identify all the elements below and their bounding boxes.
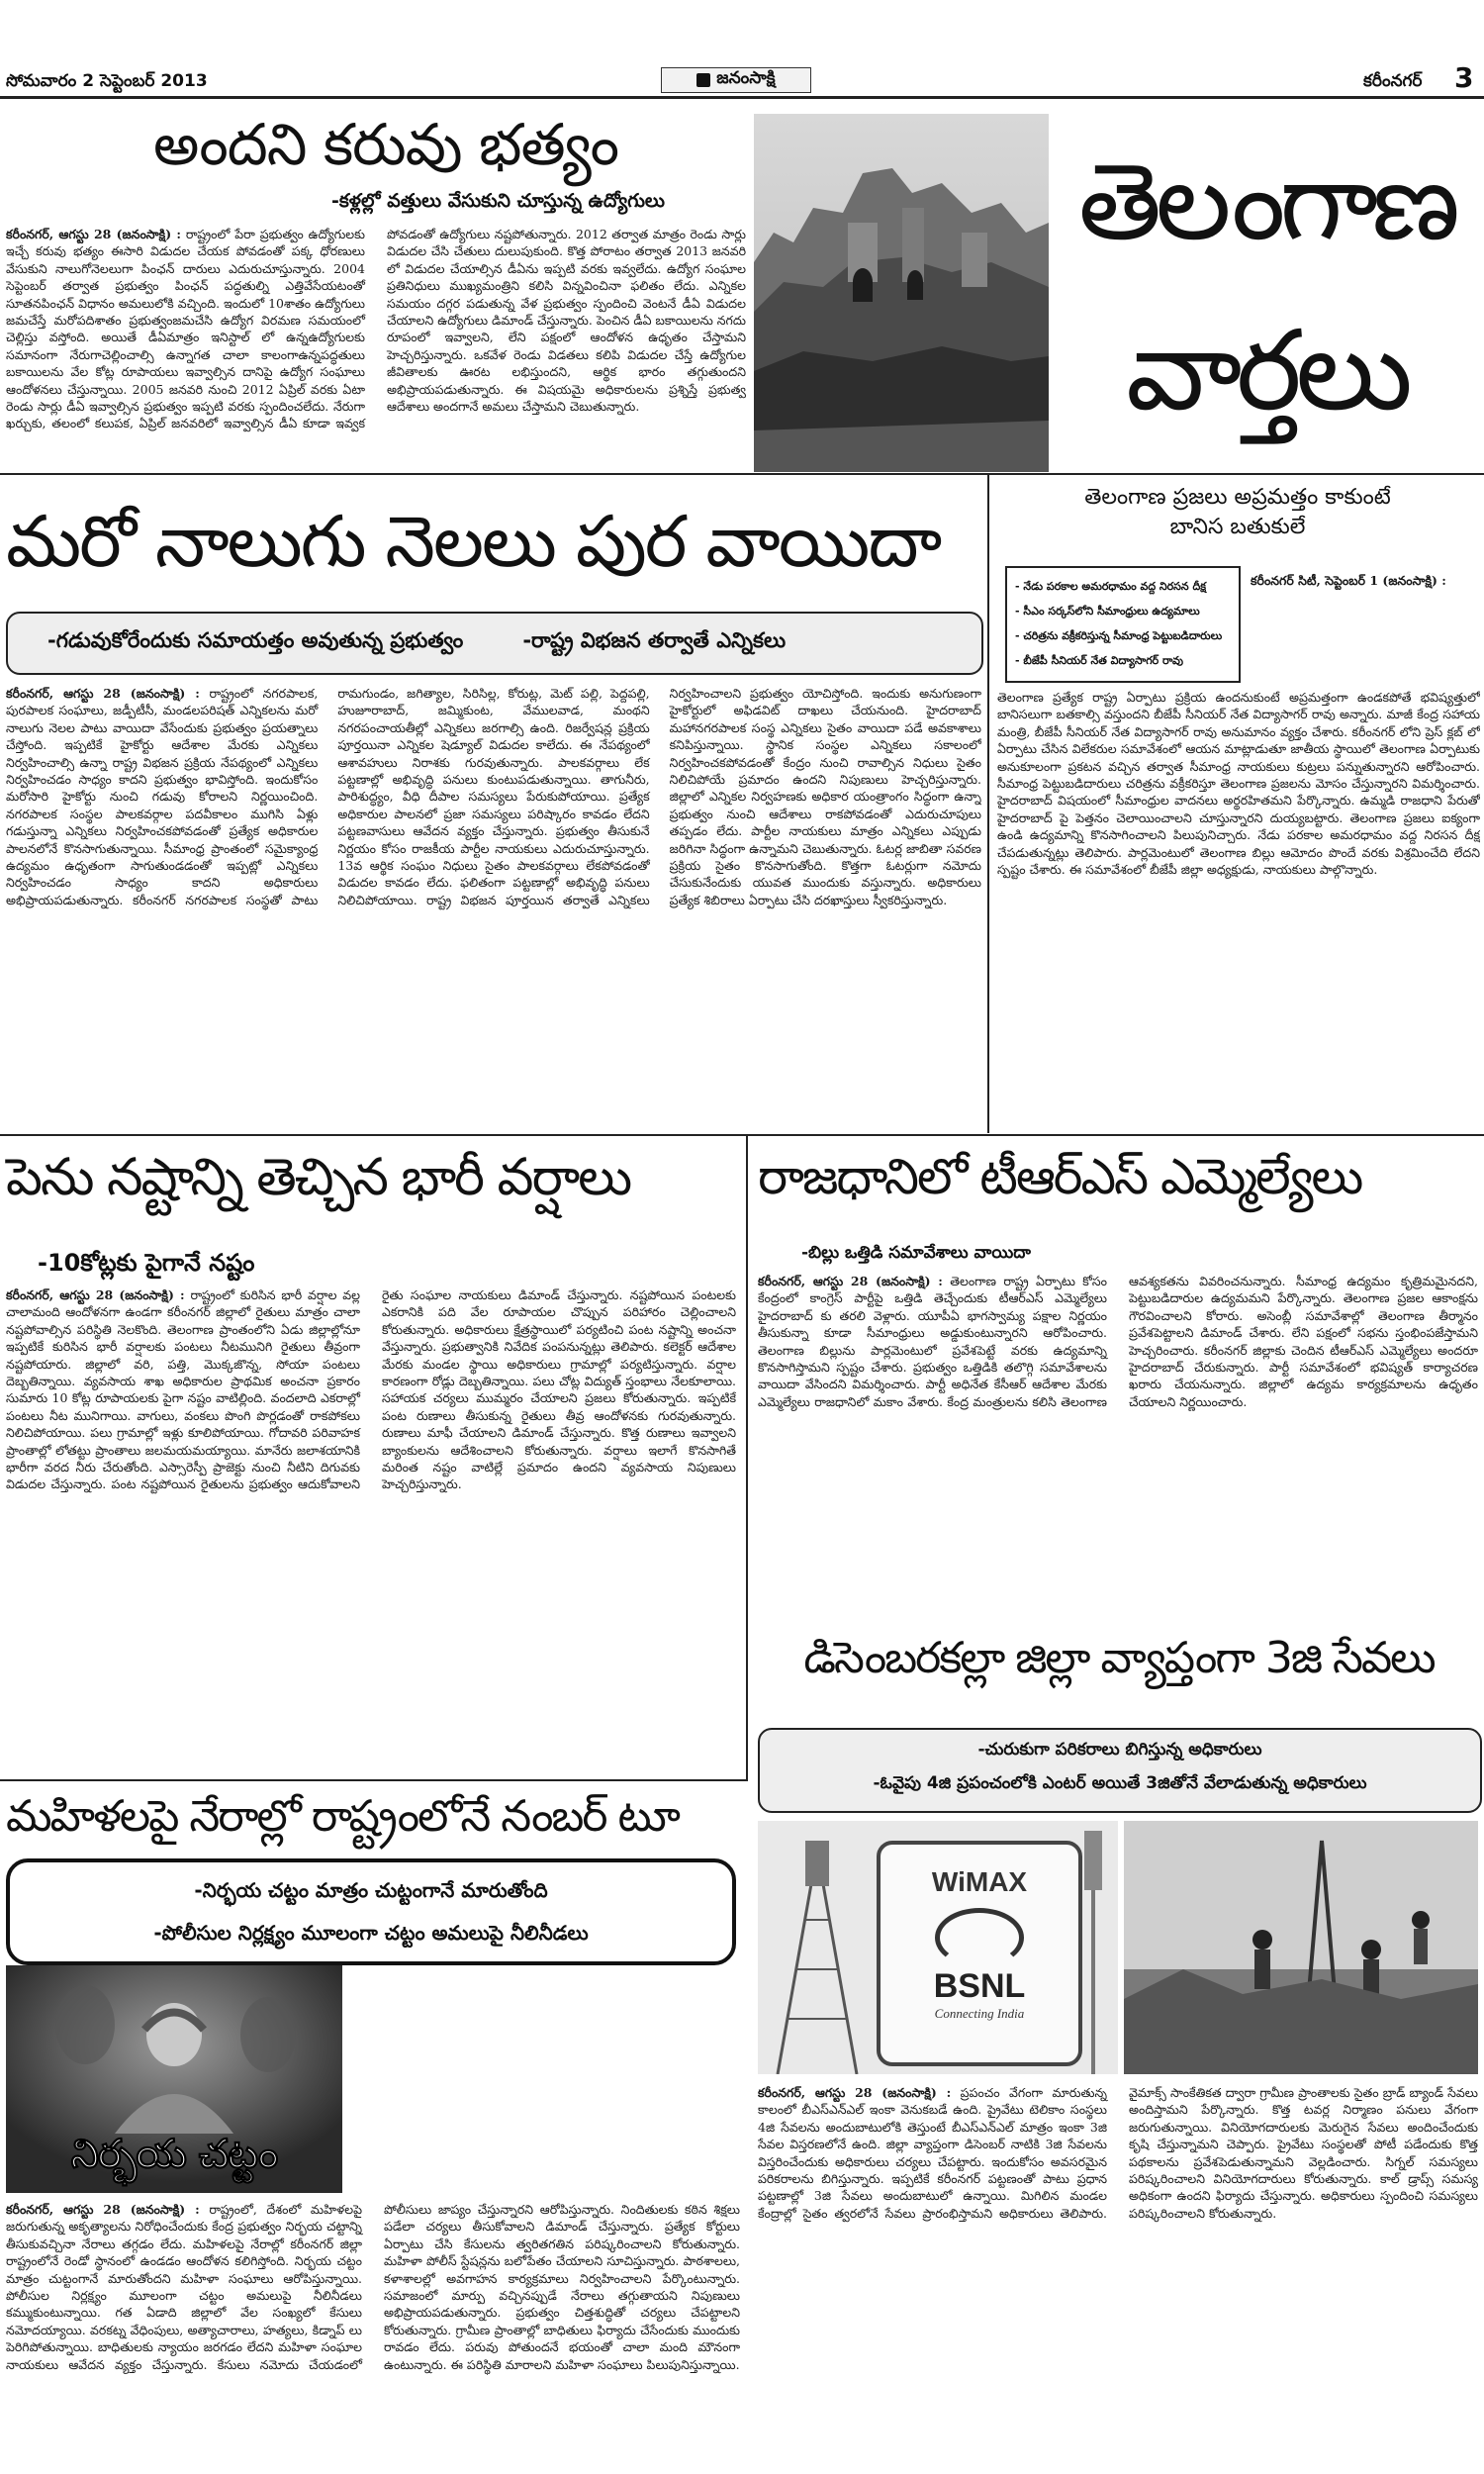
rule-below-top — [0, 473, 1484, 475]
a4-headline: పెను నష్టాన్ని తెచ్చిన భారీ వర్షాలు — [6, 1148, 631, 1207]
issue-date: సోమవారం 2 సెప్టెంబర్ 2013 — [6, 71, 208, 91]
nirbhaya-caption: నిర్భయ చట్టం — [70, 2132, 278, 2177]
a6-subhead-box — [758, 1728, 1482, 1813]
a7-text: రాష్ట్రంలో, దేశంలో మహిళలపై జరుగుతున్న అకృత్యాలను నిరోధించేందుకు కేంద్ర ప్రభుత్వం నిర్భయ చట్టాన్ని తీసుకువచ్చినా నేరాలు తగ్గడం లేదు. మహిళలపై నేరాల్లో కరీంనగర్ జిల్లా రాష్ట్రంలోనే రెండో స్థానంలో ఉండడం ఆందోళన కలిగిస్తోంది. నిర్భయ చట్టం మాత్రం చుట్టంగానే మారుతోందని మహిళా సంఘాలు ఆరోపిస్తున్నాయి. పోలీసుల నిర్లక్ష్యం మూలంగా చట్టం అమలుపై నీలినీడలు కమ్ముకుంటున్నాయి. గత ఏడాది జిల్లాలో వేల సంఖ్యలో కేసులు నమోదయ్యాయి. వరకట్న వేధింపులు, అత్యాచారాలు, హత్యలు, కిడ్నాప్ లు పెరిగిపోతున్నాయి. బాధితులకు న్యాయం జరగడం లేదని మహిళా సంఘాల నాయకులు ఆవేదన వ్యక్తం చేస్తున్నారు. కేసులు నమోదు చేయడంలో పోలీసులు జాప్యం చేస్తున్నారని ఆరోపిస్తున్నారు. నిందితులకు కఠిన శిక్షలు పడేలా చర్యలు తీసుకోవాలని డిమాండ్ చేస్తున్నారు. ప్రత్యేక కోర్టులు ఏర్పాటు చేసి కేసులను త్వరితగతిన పరిష్కరించాలని కోరుతున్నారు. మహిళా పోలీస్ స్టేషన్లను బలోపేతం చేయాలని సూచిస్తున్నారు. పాఠశాలలు, కళాశాలల్లో అవగాహన కార్యక్రమాలు నిర్వహించాలని పేర్కొంటున్నారు. సమాజంలో మార్పు వచ్చినప్పుడే నేరాలు తగ్గుతాయని నిపుణులు అభిప్రాయపడుతున్నారు. ప్రభుత్వం చిత్తశుద్ధితో చర్యలు చేపట్టాలని కోరుతున్నారు. గ్రామీణ ప్రాంతాల్లో బాధితులు ఫిర్యాదు చేసేందుకు ముందుకు రావడం లేదు. పరువు పోతుందనే భయంతో చాలా మంది మౌనంగా ఉంటున్నారు. ఈ పరిస్థితి మారాలని మహిళా సంఘాలు పిలుపునిస్తున్నాయి. — [6, 2202, 740, 2372]
a7-body — [6, 2201, 740, 2468]
a1-headline: అందని కరువు భత్యం — [153, 111, 618, 178]
a1-body — [6, 226, 746, 463]
a4-text: రాష్ట్రంలో కురిసిన భారీ వర్షాల వల్ల చాలామంది ఆందోళనగా ఉండగా కరీంనగర్ జిల్లాలో రైతులు మాత్రం చాలా నష్టపోవాల్సిన పరిస్థితి నెలకొంది. తెలంగాణ ప్రాంతంలోని ఏడు జిల్లాల్లోనూ ఇప్పటికే కురిసిన భారీ వర్షాలకు పంటలు నీటమునిగి రైతులు తీవ్రంగా నష్టపోయారు. జిల్లాలో వరి, పత్తి, మొక్కజొన్న, సోయా పంటలు దెబ్బతిన్నాయి. వ్యవసాయ శాఖ అధికారుల ప్రాథమిక అంచనా ప్రకారం సుమారు 10 కోట్ల రూపాయలకు పైగా నష్టం వాటిల్లింది. వందలాది ఎకరాల్లో పంటలు నీట మునిగాయి. వాగులు, వంకలు పొంగి పొర్లడంతో రాకపోకలు నిలిచిపోయాయి. పలు గ్రామాల్లో ఇళ్లు కూలిపోయాయి. గోదావరి పరివాహక ప్రాంతాల్లో లోతట్టు ప్రాంతాలు జలమయమయ్యాయి. మానేరు జలాశయానికి భారీగా వరద నీరు చేరుతోంది. ఎస్సారెస్పీ ప్రాజెక్టు నుంచి నీటిని దిగువకు విడుదల చేస్తున్నారు. పంట నష్టపోయిన రైతులను ప్రభుత్వం ఆదుకోవాలని రైతు సంఘాల నాయకులు డిమాండ్ చేస్తున్నారు. నష్టపోయిన పంటలకు ఎకరానికి పది వేల రూపాయల చొప్పున పరిహారం చెల్లించాలని కోరుతున్నారు. అధికారులు క్షేత్రస్థాయిలో పర్యటించి పంట నష్టాన్ని అంచనా వేస్తున్నారు. ప్రభుత్వానికి నివేదిక పంపనున్నట్లు తెలిపారు. కలెక్టర్ ఆదేశాల మేరకు మండల స్థాయి అధికారులు గ్రామాల్లో పర్యటిస్తున్నారు. వర్షాల కారణంగా రోడ్లు దెబ్బతిన్నాయి. పలు చోట్ల విద్యుత్ స్తంభాలు నేలకూలాయి. సహాయక చర్యలు ముమ్మరం చేయాలని ప్రజలు కోరుతున్నారు. ఇప్పటికే పంట రుణాలు తీసుకున్న రైతులు తీవ్ర ఆందోళనకు గురవుతున్నారు. రుణాలు మాఫీ చేయాలని డిమాండ్ చేస్తున్నారు. కొత్త రుణాలు ఇవ్వాలని బ్యాంకులను ఆదేశించాలని కోరుతున్నారు. వర్షాలు ఇలాగే కొనసాగితే మరింత నష్టం వాటిల్లే ప్రమాదం ఉందని వ్యవసాయ నిపుణులు హెచ్చరిస్తున్నారు. — [6, 1287, 736, 1492]
a2-subhead-left: -గడువుకోరేందుకు సమాయత్తం అవుతున్న ప్రభుత్వం — [47, 628, 464, 652]
bsnl-logo-icon — [935, 1908, 1024, 1967]
masthead — [0, 0, 1484, 99]
a7-top-rule — [0, 1779, 748, 1781]
a1-subheadline: -కళ్లల్లో వత్తులు వేసుకుని చూస్తున్న ఉద్యోగులు — [331, 190, 665, 212]
a3-text: తెలంగాణ ప్రత్యేక రాష్ట్ర ఏర్పాటు ప్రక్రియ ఉందనుకుంటే అప్రమత్తంగా ఉండకపోతే భవిష్యత్తులో బానిసలుగా బతకాల్సి వస్తుందని బీజేపీ సీనియర్ నేత విద్యాసాగర్ రావు అన్నారు. మాజీ కేంద్ర సహాయ మంత్రి, బీజేపీ సీనియర్ నేత విద్యాసాగర్ రావు అనుమానం వ్యక్తం చేశారు. కరీంనగర్ లోని ప్రెస్ క్లబ్ లో ఏర్పాటు చేసిన విలేకరుల సమావేశంలో ఆయన మాట్లాడుతూ జాతీయ స్థాయిలో తెలంగాణ ఏర్పాటుకు అనుకూలంగా ప్రకటన వచ్చిన తర్వాత సీమాంధ్ర నాయకులు కుట్రలు పన్నుతున్నారని ఆరోపించారు. సీమాంధ్ర పెట్టుబడిదారులు చరిత్రను వక్రీకరిస్తూ తెలంగాణ ప్రజలను మోసం చేస్తున్నారని విమర్శించారు. హైదరాబాద్ విషయంలో సీమాంధ్రుల వాదనలు అర్థరహితమని పేర్కొన్నారు. ఉమ్మడి రాజధాని పేరుతో హైదరాబాద్ పై పెత్తనం చెలాయించాలని చూస్తున్నారని దుయ్యబట్టారు. తెలంగాణ ప్రజలు ఐక్యంగా ఉండి ఉద్యమాన్ని కొనసాగించాలని పిలుపునిచ్చారు. నేడు పరకాల అమరధామం వద్ద నిరసన దీక్ష చేపడుతున్నట్లు తెలిపారు. పార్లమెంటులో తెలంగాణ బిల్లు ఆమోదం పొందే వరకు విశ్రమించేది లేదని స్పష్టం చేశారు. ఈ సమావేశంలో బీజేపీ జిల్లా అధ్యక్షుడు, నాయకులు పాల్గొన్నారు. — [997, 690, 1480, 878]
a1-text: రాష్ట్రంలో పేరా ప్రభుత్వం ఉద్యోగులకు ఇచ్చే కరువు భత్యం ఈసారి విడుదల చేయక పోవడంతో పక్క ధోరణులు వేసుకుని నాలుగోనెలలుగా పింఛన్ దారులు ఎదురుచూస్తున్నారు. 2004 సెప్టెంబర్ తర్వాత ప్రభుత్వం పింఛన్ పద్ధతుల్ని ఎత్తివేసేయటంతో సూతనపింఛన్ విధానం అమలులోకి వచ్చింది. ఇందులో 10శాతం ఉద్యోగులు జమచేస్తే మరోపదిశాతం ప్రభుత్వంజమచేసి ఉద్యోగ విరమణ సమయంలో చెల్లిస్తు వస్తోంది. అయితే డీఏమాత్రం ఇనిస్టాల్ లో ఉన్నఉద్యోగులకు సమానంగా నేరుగాచెల్లించాల్సి ఉన్నాగత చాలా కాలంగాఉన్నపద్ధతులు బకాయిలను వేల కోట్ల రూపాయలు ఇవ్వాల్సిన దానిపై ఉద్యోగ సంఘాలు ఆందోళనలు చేస్తున్నాయి. 2005 జనవరి నుంచి 2012 ఏప్రిల్ వరకు ఏటా రెండు సార్లు డీఏ ఇవ్వాల్సిన ప్రభుత్వం ఇప్పటి వరకు స్పందించలేదు. నేరుగా ఖర్చుకు, తలంలో కలుపక, ఏప్రిల్ జనవరిలో ఇవ్వాల్సిన డీఏ కూడా ఇవ్వక పోవడంతో ఉద్యోగులు నష్టపోతున్నారు. 2012 తర్వాత మాత్రం రెండు సార్లు విడుదల చేసి చేతులు దులుపుకుంది. కొత్త పోరాటం తర్వాత 2013 జనవరి లో విడుదల చేయాల్సిన డీఏను ఇప్పటి వరకు ఇవ్వలేదు. ఉద్యోగ సంఘాల ప్రతినిధులు ముఖ్యమంత్రిని కలిసి విన్నవించినా ఫలితం లేదు. ఎన్నికల సమయం దగ్గర పడుతున్న వేళ ప్రభుత్వం స్పందించి వెంటనే డీఏ విడుదల చేయాలని ఉద్యోగులు డిమాండ్ చేస్తున్నారు. పెంచిన డీఏ బకాయిలను నగదు రూపంలో ఇవ్వాలని, లేని పక్షంలో ఆందోళన ఉధృతం చేస్తామని హెచ్చరిస్తున్నారు. ఒకవేళ రెండు విడతలు కలిపి విడుదల చేస్తే ఉద్యోగుల జీవితాలకు ఊరట లభిస్తుందని, ఆర్థిక భారం తగ్గుతుందని అభిప్రాయపడుతున్నారు. ఈ విషయమై అధికారులను ప్రశ్నిస్తే ప్రభుత్వ ఆదేశాలు అందగానే అమలు చేస్తామని చెబుతున్నారు. — [6, 227, 746, 431]
a7-body-side — [352, 1967, 740, 2191]
a5-text: తెలంగాణ రాష్ట్ర ఏర్పాటు కోసం కేంద్రంలో కాంగ్రెస్ పార్టీపై ఒత్తిడి తెచ్చేందుకు టీఆర్ఎస్ ఎమ్మెల్యేలు హైదరాబాద్ కు తరలి వెళ్లారు. యూపీఏ భాగస్వామ్య పక్షాల నిర్ణయం తీసుకున్నా కూడా సీమాంధ్రులు అడ్డుకుంటున్నారని ఆరోపించారు. తెలంగాణ బిల్లును పార్లమెంటులో ప్రవేశపెట్టే వరకు ఉద్యమాన్ని కొనసాగిస్తామని స్పష్టం చేశారు. ప్రభుత్వం ఒత్తిడికి తలొగ్గి సమావేశాలను వాయిదా వేసిందని విమర్శించారు. పార్టీ అధినేత కేసీఆర్ ఆదేశాల మేరకు ఎమ్మెల్యేలు రాజధానిలో మకాం వేశారు. కేంద్ర మంత్రులను కలిసి తెలంగాణ ఆవశ్యకతను వివరించనున్నారు. సీమాంధ్ర ఉద్యమం కృత్రిమమైనదని, పెట్టుబడిదారుల ఉద్యమమని పేర్కొన్నారు. తెలంగాణ ప్రజల ఆకాంక్షను గౌరవించాలని కోరారు. అసెంబ్లీ సమావేశాల్లో తెలంగాణ తీర్మానం ప్రవేశపెట్టాలని డిమాండ్ చేశారు. లేని పక్షంలో సభను స్తంభింపజేస్తామని హెచ్చరించారు. కరీంనగర్ జిల్లాకు చెందిన టీఆర్ఎస్ ఎమ్మెల్యేలు అందరూ హైదరాబాద్ చేరుకున్నారు. పార్టీ సమావేశంలో భవిష్యత్ కార్యాచరణ ఖరారు చేయనున్నారు. జిల్లాలో ఉద్యమ కార్యక్రమాలను ఉధృతం చేయాలని నిర్ణయించారు. — [758, 1274, 1478, 1409]
a2-subhead-box — [6, 612, 983, 675]
a2-headline: మరో నాలుగు నెలలు పుర వాయిదా — [6, 500, 941, 583]
workers-tower-image — [1124, 1821, 1478, 2074]
a7-subhead-2: -పోలీసుల నిర్లక్ష్యం మూలంగా చట్టం అమలుపై నీలినీడలు — [153, 1921, 589, 1945]
a3-left-rule — [987, 475, 989, 1133]
masthead-rule — [0, 96, 1484, 99]
a3-bullet-box — [1005, 566, 1241, 683]
a3-bullet-2: - సీఎం సర్కస్‌లోని సీమాంధ్రులు ఉద్యమాలు — [1015, 605, 1200, 618]
banner-line-vaarthalu: వార్తలు — [1126, 307, 1407, 435]
a3-headline-line2: బానిస బతుకులే — [1169, 515, 1306, 539]
a3-body-top — [1251, 572, 1480, 683]
nirbhaya-photo — [6, 1965, 342, 2193]
a6-dateline: కరీంనగర్, ఆగస్టు 28 (జనంసాక్షి) : — [758, 2085, 952, 2100]
a3-bullet-1: - నేడు పరకాల అమరధామం వద్ద నిరసన దీక్ష — [1015, 580, 1206, 593]
fort-photo — [754, 114, 1049, 472]
telangana-news-banner — [1055, 119, 1478, 465]
wimax-label: WiMAX — [931, 1866, 1028, 1897]
a6-headline: డిసెంబరకల్లా జిల్లా వ్యాప్తంగా 3జి సేవలు — [803, 1633, 1435, 1683]
a4-dateline: కరీంనగర్, ఆగస్టు 28 (జనంసాక్షి) : — [6, 1287, 185, 1302]
a3-bullet-3: - చరిత్రను వక్రీకరిస్తున్న సీమాంధ్ర పెట్టుబడిదారులు — [1015, 629, 1223, 642]
a2-subhead-right: -రాష్ట్ర విభజన తర్వాతే ఎన్నికలు — [522, 628, 787, 652]
a4-body — [6, 1286, 736, 1771]
edition-name: కరీంనగర్ — [1363, 71, 1423, 91]
a3-body — [997, 689, 1480, 1130]
rule-mid — [0, 1134, 1484, 1136]
a6-subhead-1: -చురుకుగా పరికరాలు బిగిస్తున్న అధికారులు — [977, 1740, 1262, 1760]
golconda-fort-image — [754, 114, 1049, 472]
a2-dateline: కరీంనగర్, ఆగస్టు 28 (జనంసాక్షి) : — [6, 686, 200, 701]
a3-bullet-4: - బీజేపీ సీనియర్ నేత విద్యాసాగర్ రావు — [1015, 654, 1183, 667]
bsnl-label: BSNL — [933, 1967, 1026, 2005]
paper-logo-mark — [696, 73, 710, 87]
technicians-photo — [1124, 1821, 1478, 2074]
a4-subheadline: -10కోట్లకు పైగానే నష్టం — [38, 1249, 255, 1277]
a1-dateline: కరీంనగర్, ఆగస్టు 28 (జనంసాక్షి) : — [6, 227, 181, 241]
a3-dateline: కరీంనగర్ సిటీ, సెప్టెంబర్ 1 (జనంసాక్షి) : — [1251, 573, 1446, 588]
a6-subhead-2: -ఓవైపు 4జి ప్రపంచంలోకి ఎంటర్ అయితే 3జితోనే వేలాడుతున్న అధికారులు — [873, 1773, 1367, 1793]
banner-line-telangana: తెలంగాణ — [1077, 141, 1455, 264]
a7-dateline: కరీంనగర్, ఆగస్టు 28 (జనంసాక్షి) : — [6, 2202, 200, 2217]
a3-headline — [995, 483, 1480, 542]
bsnl-sign — [877, 1841, 1082, 2066]
bsnl-tagline: Connecting India — [934, 2006, 1025, 2021]
a7-headline: మహిళలపై నేరాల్లో రాష్ట్రంలోనే నంబర్ టూ — [6, 1791, 679, 1842]
paper-logo — [661, 67, 811, 93]
a2-text: రాష్ట్రంలో నగరపాలక, పురపాలక సంఘాలు, జడ్పీటీసీ, మండలపరిషత్ ఎన్నికలను మరో నాలుగు నెలల పాటు వాయిదా వేసేందుకు ప్రభుత్వం ప్రయత్నాలు చేస్తోంది. ఇప్పటికే హైకోర్టు ఆదేశాల మేరకు ఎన్నికలు నిర్వహించాల్సి ఉన్నా రాష్ట్ర విభజన ప్రక్రియ నేపథ్యంలో ఎన్నికలు నిర్వహించడం సాధ్యం కాదని ప్రభుత్వం భావిస్తోంది. ఇందుకోసం మరోసారి హైకోర్టు నుంచి గడువు కోరాలని నిర్ణయించింది. నగరపాలక సంస్థల పాలకవర్గాల పదవీకాలం ముగిసి ఏళ్లు గడుస్తున్నా ఎన్నికలు నిర్వహించకపోవడంతో ప్రత్యేక అధికారుల పాలనలోనే కొనసాగుతున్నాయి. సీమాంధ్ర ప్రాంతంలో సమైక్యాంధ్ర ఉద్యమం ఉధృతంగా సాగుతుండడంతో ఇప్పట్లో ఎన్నికలు నిర్వహించడం సాధ్యం కాదని అధికారులు అభిప్రాయపడుతున్నారు. కరీంనగర్ నగరపాలక సంస్థతో పాటు రామగుండం, జగిత్యాల, సిరిసిల్ల, కోరుట్ల, మెట్ పల్లి, పెద్దపల్లి, హుజూరాబాద్, జమ్మికుంట, వేములవాడ, మంథని నగరపంచాయతీల్లో ఎన్నికలు జరగాల్సి ఉంది. రిజర్వేషన్ల ప్రక్రియ పూర్తయినా ఎన్నికల షెడ్యూల్ విడుదల కాలేదు. ఈ నేపథ్యంలో ఆశావహులు నిరాశకు గురవుతున్నారు. పాలకవర్గాలు లేక పట్టణాల్లో అభివృద్ధి పనులు కుంటుపడుతున్నాయి. తాగునీరు, పారిశుద్ధ్యం, వీధి దీపాల సమస్యలు పేరుకుపోయాయి. ప్రత్యేక అధికారుల పాలనలో ప్రజా సమస్యలు పరిష్కారం కావడం లేదని పట్టణవాసులు ఆవేదన వ్యక్తం చేస్తున్నారు. ప్రభుత్వం తీసుకునే నిర్ణయం కోసం రాజకీయ పార్టీల నాయకులు ఎదురుచూస్తున్నారు. 13వ ఆర్థిక సంఘం నిధులు సైతం పాలకవర్గాలు లేకపోవడంతో విడుదల కావడం లేదు. ఫలితంగా పట్టణాల్లో అభివృద్ధి పనులు నిలిచిపోయాయి. రాష్ట్ర విభజన పూర్తయిన తర్వాతే ఎన్నికలు నిర్వహించాలని ప్రభుత్వం యోచిస్తోంది. ఇందుకు అనుగుణంగా హైకోర్టులో అఫిడవిట్ దాఖలు చేయనుంది. హైదరాబాద్ మహానగరపాలక సంస్థ ఎన్నికలు సైతం వాయిదా పడే అవకాశాలు కనిపిస్తున్నాయి. స్థానిక సంస్థల ఎన్నికలు సకాలంలో నిర్వహించకపోవడంతో కేంద్రం నుంచి రావాల్సిన నిధులు సైతం నిలిచిపోయే ప్రమాదం ఉందని నిపుణులు హెచ్చరిస్తున్నారు. జిల్లాలో ఎన్నికల నిర్వహణకు అధికార యంత్రాంగం సిద్ధంగా ఉన్నా ప్రభుత్వం నుంచి ఆదేశాలు రాకపోవడంతో ఎదురుచూపులు తప్పడం లేదు. పార్టీల నాయకులు మాత్రం ఎన్నికలు ఎప్పుడు జరిగినా సిద్ధంగా ఉన్నామని చెబుతున్నారు. ఓటర్ల జాబితా సవరణ ప్రక్రియ సైతం కొనసాగుతోంది. కొత్తగా ఓటర్లుగా నమోదు చేసుకునేందుకు యువత ముందుకు వస్తున్నారు. అధికారులు ప్రత్యేక శిబిరాలు ఏర్పాటు చేసి దరఖాస్తులు స్వీకరిస్తున్నారు. — [6, 686, 981, 907]
bsnl-tower-photo — [758, 1821, 1118, 2074]
mid-col-rule — [746, 1136, 748, 1779]
a5-dateline: కరీంనగర్, ఆగస్టు 28 (జనంసాక్షి) : — [758, 1274, 943, 1288]
a5-headline: రాజధానిలో టీఆర్ఎస్ ఎమ్మెల్యేలు — [758, 1148, 1362, 1205]
paper-name: జనంసాక్షి — [716, 68, 776, 88]
a5-subheadline: -బిల్లు ఒత్తిడి సమావేశాలు వాయిదా — [801, 1243, 1031, 1263]
a7-subhead-1: -నిర్భయ చట్టం మాత్రం చుట్టంగానే మారుతోంది — [194, 1878, 548, 1902]
page-number: 3 — [1454, 61, 1474, 94]
a6-text: ప్రపంచం వేగంగా మారుతున్న కాలంలో బీఎస్ఎన్ఎల్ ఇంకా వెనుకబడే ఉంది. ప్రైవేటు టెలికాం సంస్థలు 4జి సేవలను అందుబాటులోకి తెస్తుంటే బీఎస్ఎన్ఎల్ మాత్రం ఇంకా 3జి సేవల విస్తరణలోనే ఉంది. జిల్లా వ్యాప్తంగా డిసెంబర్ నాటికి 3జి సేవలను విస్తరించేందుకు అధికారులు చర్యలు చేపట్టారు. ఇందుకోసం అవసరమైన పరికరాలను బిగిస్తున్నారు. ఇప్పటికే కరీంనగర్ పట్టణంతో పాటు ప్రధాన పట్టణాల్లో 3జి సేవలు అందుబాటులో ఉన్నాయి. మిగిలిన మండల కేంద్రాల్లో సైతం త్వరలోనే సేవలు ప్రారంభిస్తామని అధికారులు తెలిపారు. వైమాక్స్ సాంకేతికత ద్వారా గ్రామీణ ప్రాంతాలకు సైతం బ్రాడ్ బ్యాండ్ సేవలు అందిస్తామని పేర్కొన్నారు. కొత్త టవర్ల నిర్మాణం పనులు వేగంగా జరుగుతున్నాయి. వినియోగదారులకు మెరుగైన సేవలు అందించేందుకు కృషి చేస్తున్నామని చెప్పారు. ప్రైవేటు సంస్థలతో పోటీ పడేందుకు కొత్త పథకాలను ప్రవేశపెడుతున్నామని వెల్లడించారు. సిగ్నల్ సమస్యలు పరిష్కరించాలని వినియోగదారులు కోరుతున్నారు. కాల్ డ్రాప్స్ సమస్య అధికంగా ఉందని ఫిర్యాదు చేస్తున్నారు. అధికారులు స్పందించి సమస్యలు పరిష్కరించాలని కోరుతున్నారు. — [758, 2085, 1478, 2221]
a2-body — [6, 685, 981, 1132]
a7-subhead-box — [6, 1858, 736, 1965]
a5-body — [758, 1273, 1478, 1621]
a6-body — [758, 2084, 1478, 2468]
a3-headline-line1: తెలంగాణ ప్రజలు అప్రమత్తం కాకుంటే — [1084, 485, 1391, 510]
